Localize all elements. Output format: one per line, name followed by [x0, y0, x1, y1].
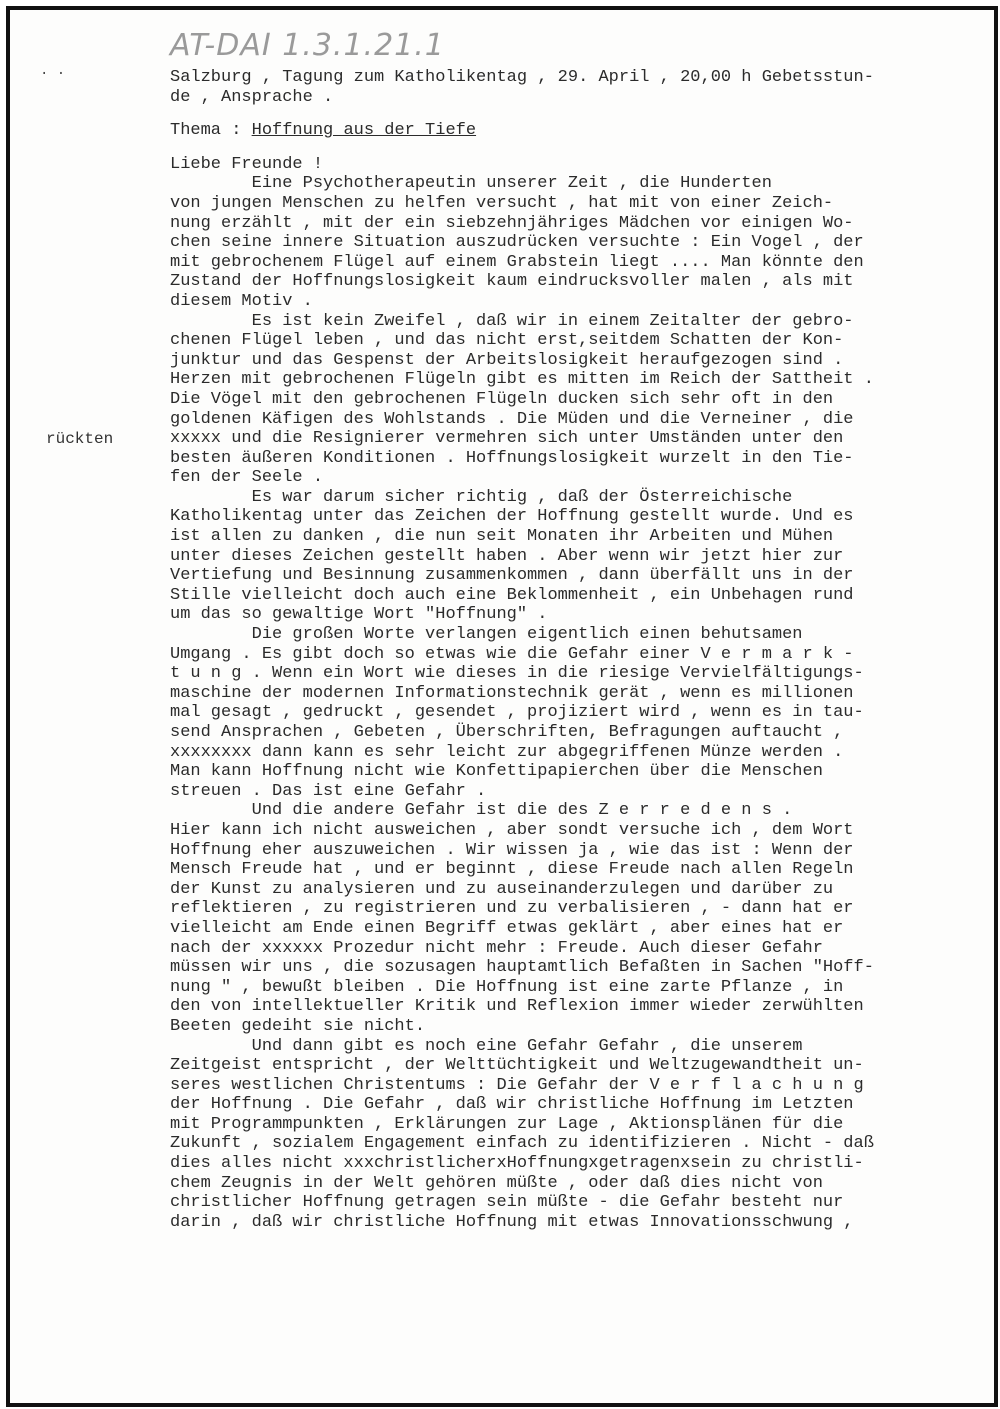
body-line: Die Vögel mit den gebrochenen Flügeln ducken sich sehr oft in den	[170, 389, 834, 409]
body-line: chem Zeugnis in der Welt gehören müßte , oder daß dies nicht von	[170, 1173, 823, 1193]
body-line: maschine der modernen Informationstechnik gerät , wenn es millionen	[170, 683, 854, 703]
body-line: junktur und das Gespenst der Arbeitslosigkeit heraufgezogen sind .	[170, 350, 844, 370]
body-line: streuen . Das ist eine Gefahr .	[170, 781, 487, 801]
body-line: Und die andere Gefahr ist die des Z e r r e d e n s .	[170, 801, 793, 821]
body-line: den von intellektueller Kritik und Reflexion immer wieder zerwühlten	[170, 997, 864, 1017]
body-line: mit Programmpunkten , Erklärungen zur Lage , Aktionsplänen für die	[170, 1114, 844, 1134]
body-line: mal gesagt , gedruckt , gesendet , projiziert wird , wenn es in tau-	[170, 703, 864, 723]
body-line: ist allen zu danken , die nun seit Monaten ihr Arbeiten und Mühen	[170, 527, 834, 547]
body-line: dies alles nicht xxxchristlicherxHoffnungxgetragenxsein zu christli-	[170, 1154, 864, 1174]
body-line: Vertiefung und Besinnung zusammenkommen , dann überfällt uns in der	[170, 566, 854, 586]
body-line: Katholikentag unter das Zeichen der Hoffnung gestellt wurde. Und es	[170, 507, 854, 527]
body-line: Mensch Freude hat , und er beginnt , diese Freude nach allen Regeln	[170, 860, 854, 880]
archive-number: AT-DAI 1.3.1.21.1	[170, 28, 445, 63]
body-line: Umgang . Es gibt doch so etwas wie die Gefahr einer V e r m a r k -	[170, 644, 854, 664]
document-page	[6, 6, 998, 1407]
body-line: Eine Psychotherapeutin unserer Zeit , die Hunderten	[170, 174, 772, 194]
theme-title: Hoffnung aus der Tiefe	[251, 121, 477, 141]
body-text	[170, 174, 998, 1232]
body-line: der Hoffnung . Die Gefahr , daß wir christliche Hoffnung im Letzten	[170, 1095, 854, 1115]
body-line: chenen Flügel leben , und das nicht erst,seitdem Schatten der Kon-	[170, 331, 844, 351]
body-line: der Kunst zu analysieren und zu auseinanderzulegen und darüber zu	[170, 879, 834, 899]
body-line: nung erzählt , mit der ein siebzehnjähriges Mädchen vor einigen Wo-	[170, 213, 854, 233]
body-line: Und dann gibt es noch eine Gefahr Gefahr , die unserem	[170, 1036, 803, 1056]
body-line: t u n g . Wenn ein Wort wie dieses in die riesige Vervielfältigungs-	[170, 664, 864, 684]
theme-line	[170, 121, 998, 141]
typed-text	[170, 68, 998, 1232]
body-line: Hier kann ich nicht ausweichen , aber sondt versuche ich , dem Wort	[170, 820, 854, 840]
body-line: von jungen Menschen zu helfen versucht , hat mit von einer Zeich-	[170, 193, 834, 213]
body-line: reflektieren , zu registrieren und zu verbalisieren , - dann hat er	[170, 899, 854, 919]
body-line: Es ist kein Zweifel , daß wir in einem Zeitalter der gebro-	[170, 311, 854, 331]
body-line: nung " , bewußt bleiben . Die Hoffnung ist eine zarte Pflanze , in	[170, 977, 844, 997]
body-line: nach der xxxxxx Prozedur nicht mehr : Freude. Auch dieser Gefahr	[170, 938, 823, 958]
body-line: Die großen Worte verlangen eigentlich einen behutsamen	[170, 625, 803, 645]
body-line: besten äußeren Konditionen . Hoffnungslosigkeit wurzelt in den Tie-	[170, 448, 854, 468]
body-line: xxxxxxxx dann kann es sehr leicht zur abgegriffenen Münze werden .	[170, 742, 844, 762]
margin-note: rückten	[46, 430, 114, 448]
body-line: darin , daß wir christliche Hoffnung mit etwas Innovationsschwung ,	[170, 1212, 854, 1232]
body-line: Man kann Hoffnung nicht wie Konfettipapierchen über die Menschen	[170, 762, 823, 782]
body-line: vielleicht am Ende einen Begriff etwas geklärt , aber eines hat er	[170, 918, 844, 938]
body-line: fen der Seele .	[170, 468, 324, 488]
body-line: Hoffnung eher auszuweichen . Wir wissen ja , wie das ist : Wenn der	[170, 840, 854, 860]
body-line: chen seine innere Situation auszudrücken versuchte : Ein Vogel , der	[170, 233, 864, 253]
body-line: Zeitgeist entspricht , der Welttüchtigkeit und Weltzugewandtheit un-	[170, 1056, 864, 1076]
salutation: Liebe Freunde !	[170, 154, 324, 174]
header-line: Salzburg , Tagung zum Katholikentag , 29. April , 20,00 h Gebetsstun-	[170, 68, 874, 87]
margin-marks: · ·	[40, 66, 66, 82]
body-line: Beeten gedeiht sie nicht.	[170, 1016, 426, 1036]
body-line: Herzen mit gebrochenen Flügeln gibt es mitten im Reich der Sattheit .	[170, 370, 874, 390]
body-line: xxxxx und die Resignierer vermehren sich unter Umständen unter den	[170, 429, 844, 449]
body-line: unter dieses Zeichen gestellt haben . Aber wenn wir jetzt hier zur	[170, 546, 844, 566]
body-line: um das so gewaltige Wort "Hoffnung" .	[170, 605, 548, 625]
body-line: send Ansprachen , Gebeten , Überschriften, Befragungen auftaucht ,	[170, 723, 844, 742]
body-line: mit gebrochenem Flügel auf einem Grabstein liegt .... Man könnte den	[170, 252, 864, 272]
theme-label: Thema :	[170, 121, 252, 141]
body-line: müssen wir uns , die sozusagen hauptamtlich Befaßten in Sachen "Hoff-	[170, 958, 874, 978]
body-line: Zukunft , sozialem Engagement einfach zu identifizieren . Nicht - daß	[170, 1134, 874, 1154]
header-line: de , Ansprache .	[170, 87, 334, 107]
body-line: goldenen Käfigen des Wohlstands . Die Müden und die Verneiner , die	[170, 409, 854, 429]
body-line: seres westlichen Christentums : Die Gefahr der V e r f l a c h u n g	[170, 1075, 864, 1095]
body-line: christlicher Hoffnung getragen sein müßte - die Gefahr besteht nur	[170, 1193, 844, 1213]
body-line: Es war darum sicher richtig , daß der Österreichische	[170, 487, 793, 507]
body-line: Stille vielleicht doch auch eine Beklommenheit , ein Unbehagen rund	[170, 585, 854, 605]
body-line: Zustand der Hoffnungslosigkeit kaum eindrucksvoller malen , als mit	[170, 272, 854, 292]
body-line: diesem Motiv .	[170, 291, 313, 311]
